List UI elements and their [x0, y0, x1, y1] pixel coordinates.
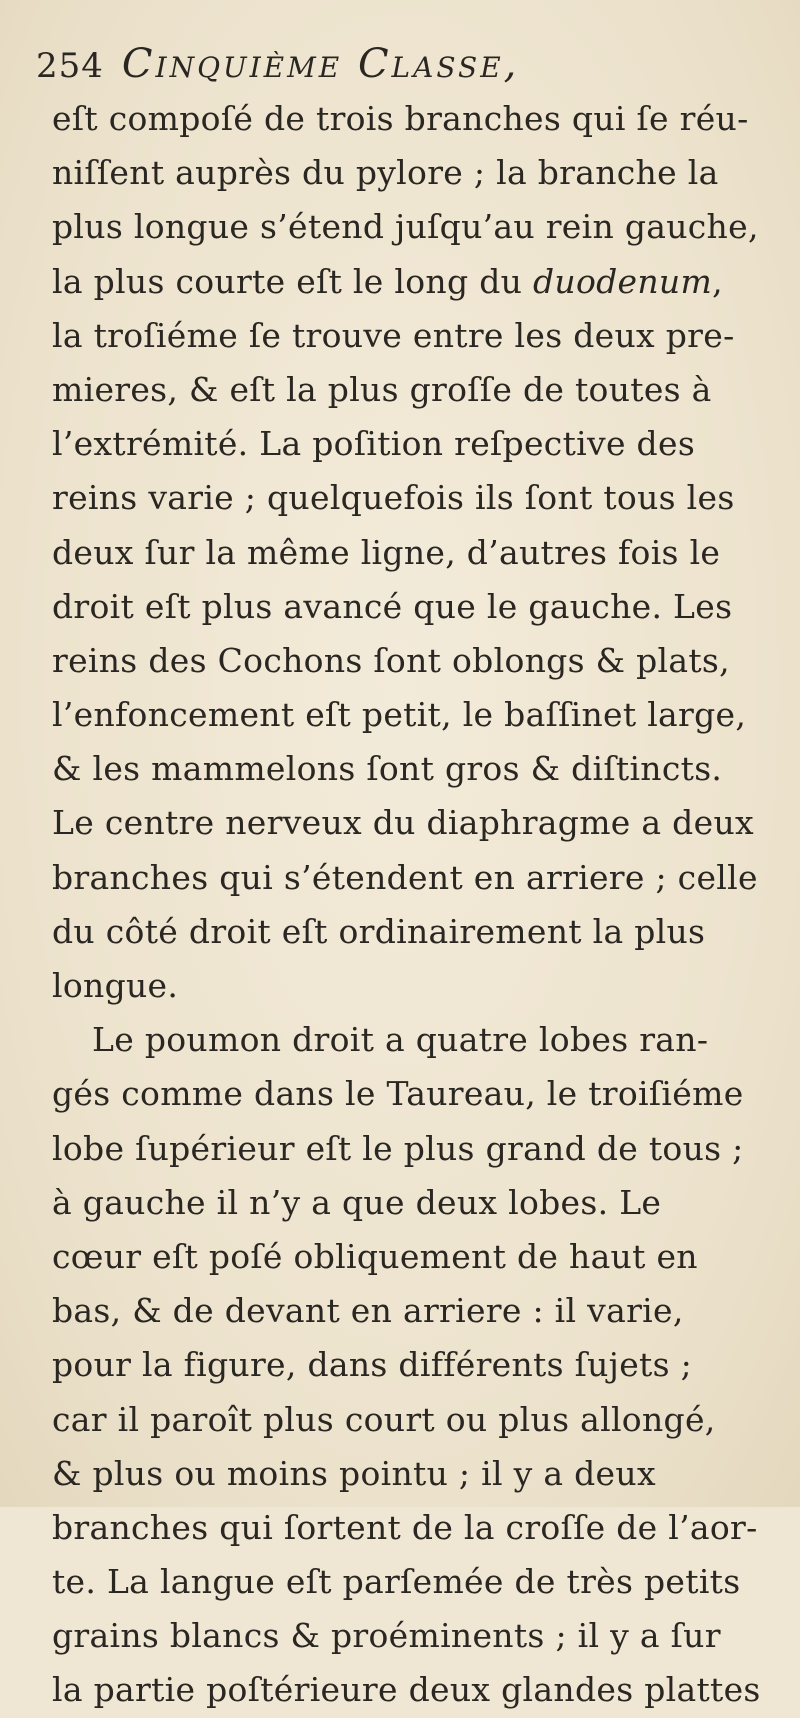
text-line: grains blancs & proéminents ; il y a ſur: [52, 1616, 721, 1656]
text-line: niſſent auprès du pylore ; la branche la: [52, 153, 719, 193]
page-header: [36, 34, 776, 94]
text-line: droit eſt plus avancé que le gauche. Les: [52, 586, 733, 626]
text-line: reins varie ; quelquefois ils ſont tous les: [52, 478, 735, 518]
text-line: mieres, & eſt la plus groſſe de toutes à: [52, 369, 712, 409]
text-segment: la plus courte eſt le long du: [52, 261, 533, 301]
text-line: reins des Cochons ſont oblongs & plats,: [52, 640, 730, 680]
text-line: plus longue s’étend juſqu’au rein gauche,: [52, 207, 759, 247]
text-line: eſt compoſé de trois branches qui ſe réu-: [52, 99, 749, 138]
text-line: car il paroît plus court ou plus allongé,: [52, 1399, 716, 1439]
text-line: Le centre nerveux du diaphragme a deux: [52, 803, 754, 843]
text-line: deux ſur la même ligne, d’autres fois le: [52, 532, 721, 572]
text-line: l’enfoncement eſt petit, le baſſinet large,: [52, 695, 747, 735]
text-line: & les mammelons ſont gros & diſtincts.: [52, 749, 723, 789]
text-line: lobe ſupérieur eſt le plus grand de tous ;: [52, 1128, 744, 1168]
page-number: 254: [36, 46, 104, 86]
body-text: [52, 92, 792, 1718]
text-line: la partie poſtérieure deux glandes plattes: [52, 1670, 761, 1710]
text-line: branches qui ſortent de la croſſe de l’aor-: [52, 1507, 758, 1547]
text-line: [52, 255, 792, 309]
text-line: bas, & de devant en arriere : il varie,: [52, 1291, 684, 1331]
text-line: pour la figure, dans différents ſujets ;: [52, 1345, 693, 1385]
text-line: branches qui s’étendent en arriere ; celle: [52, 857, 758, 897]
text-line: Le poumon droit a quatre lobes ran-: [92, 1020, 709, 1060]
text-line: à gauche il n’y a que deux lobes. Le: [52, 1182, 662, 1222]
text-line: cœur eſt poſé obliquement de haut en: [52, 1236, 698, 1276]
text-line: l’extrémité. La poſition reſpective des: [52, 424, 696, 464]
text-line: & plus ou moins pointu ; il y a deux: [52, 1453, 656, 1493]
text-line: longue.: [52, 966, 179, 1005]
running-title: Cinquième Classe,: [121, 41, 520, 87]
text-line: gés comme dans le Taureau, le troiſiéme: [52, 1074, 744, 1114]
text-segment: ,: [712, 261, 723, 301]
text-line: la troſiéme ſe trouve entre les deux pre-: [52, 315, 735, 355]
text-line: te. La langue eſt parſemée de très petits: [52, 1562, 741, 1602]
text-line: du côté droit eſt ordinairement la plus: [52, 911, 706, 951]
italic-term: duodenum: [532, 261, 713, 301]
